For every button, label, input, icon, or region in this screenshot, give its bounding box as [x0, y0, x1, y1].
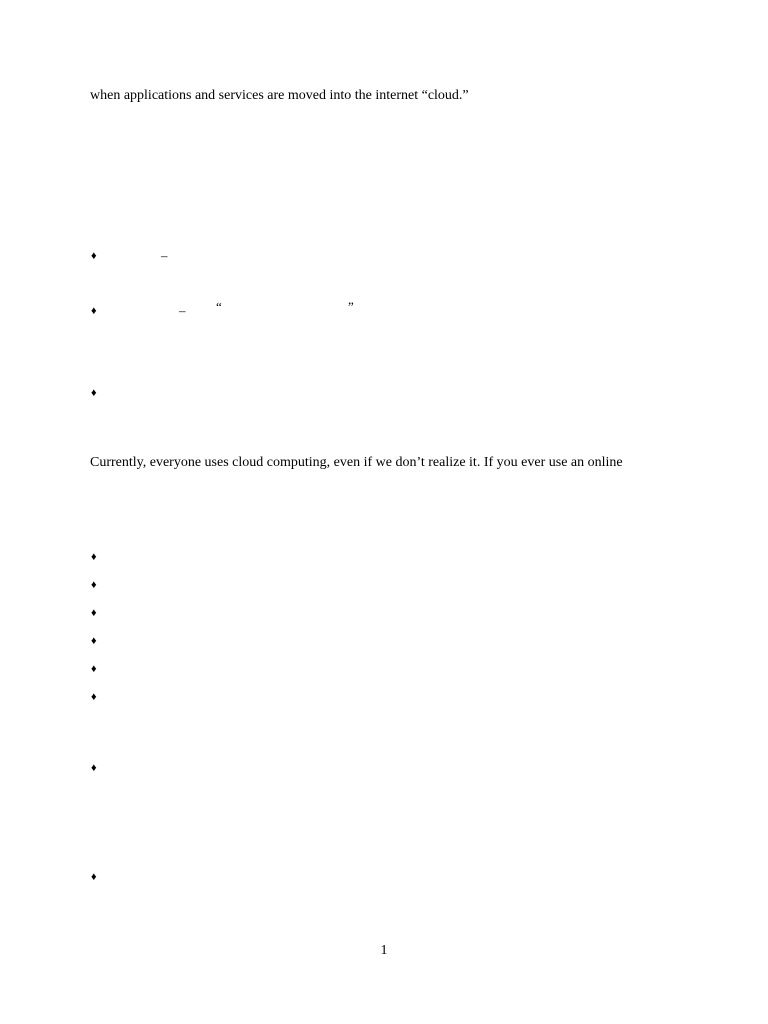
page-number: 1 — [380, 943, 388, 958]
bullet-icon: ♦ — [91, 762, 97, 774]
bullet-icon: ♦ — [91, 607, 97, 619]
currently-line: Currently, everyone uses cloud computing, even if we don’t realize it. If you ever use an online — [90, 455, 623, 470]
close-quote-mark: ” — [348, 299, 354, 314]
bullet-icon: ♦ — [91, 387, 97, 399]
open-quote-mark: “ — [216, 299, 222, 314]
bullet-icon: ♦ — [91, 250, 97, 262]
bullet-icon: ♦ — [91, 551, 97, 563]
bullet-icon: ♦ — [91, 305, 97, 317]
intro-line: when applications and services are moved into the internet “cloud.” — [90, 88, 469, 103]
dash-mark: – — [179, 303, 186, 318]
bullet-icon: ♦ — [91, 663, 97, 675]
bullet-icon: ♦ — [91, 871, 97, 883]
bullet-icon: ♦ — [91, 635, 97, 647]
bullet-icon: ♦ — [91, 691, 97, 703]
bullet-icon: ♦ — [91, 579, 97, 591]
dash-mark: – — [161, 248, 168, 263]
